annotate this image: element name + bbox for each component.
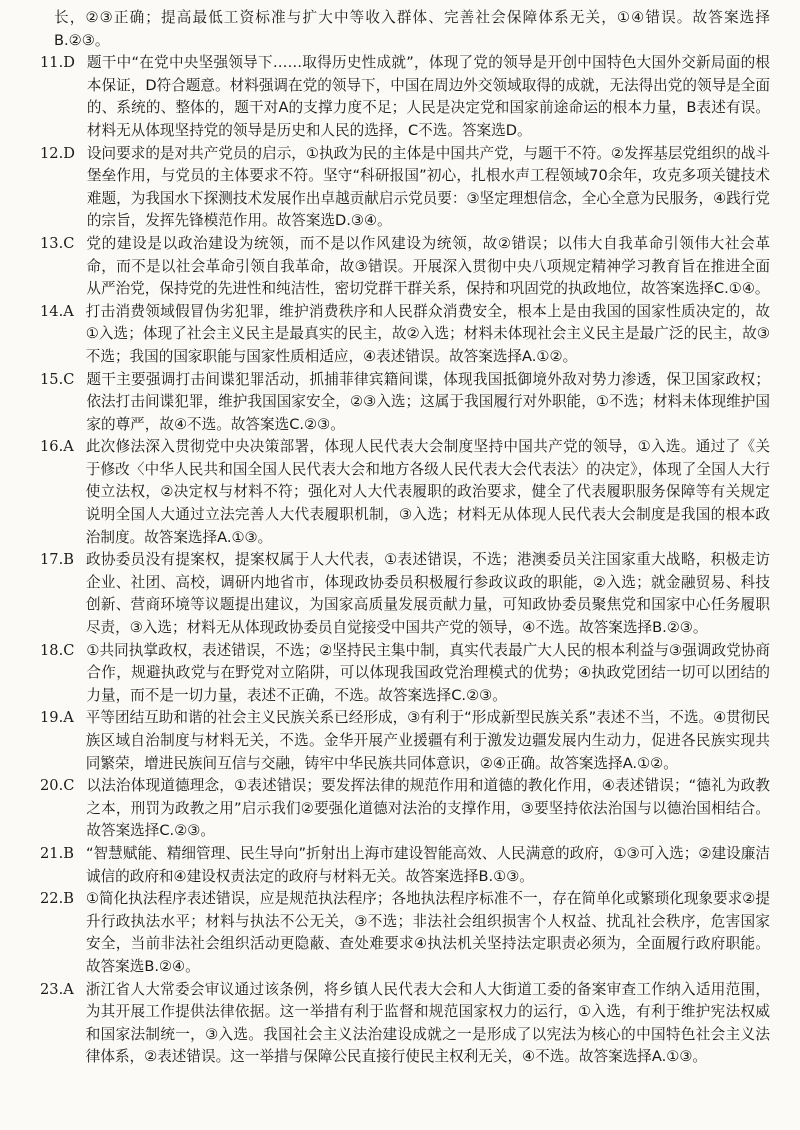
answer-item (40, 640, 770, 708)
answer-item (40, 301, 770, 369)
question-number: 18.C (40, 641, 75, 659)
answer-item (40, 143, 770, 233)
answer-item (40, 707, 770, 775)
question-number: 21.B (40, 844, 74, 862)
explanation-text: 设问要求的是对共产党员的启示，①执政为民的主体是中国共产党，与题干不符。②发挥基层党组织的战斗堡垒作用，与党员的主体要求不符。坚守“科研报国”初心，扎根水声工程领域70余年，攻克多项关键技术难题，为我国水下探测技术发展作出卓越贡献启示党员要：③坚定理想信念，全心全意为民服务，④践行党的宗旨，发挥先锋模范作用。故答案选D.③④。 (86, 144, 770, 230)
question-number: 20.C (40, 777, 75, 795)
explanation-text: 打击消费领域假冒伪劣犯罪，维护消费秩序和人民群众消费安全，根本上是由我国的国家性质决定的，故①入选；体现了社会主义民主是最真实的民主，故②入选；材料未体现社会主义民主是最广泛的民主，故③不选；我国的国家职能与国家性质相适应，④表述错误。故答案选择A.①②。 (85, 302, 770, 365)
question-number: 17.B (40, 551, 74, 569)
explanation-text: 题干主要强调打击间谍犯罪活动，抓捕菲律宾籍间谍，体现我国抵御境外敌对势力渗透，保卫国家政权；依法打击间谍犯罪，维护我国国家安全，②③入选；这属于我国履行对外职能，①不选；材料未体现维护国家的尊严，故④不选。故答案选C.②③。 (86, 370, 770, 433)
answer-item (40, 843, 770, 888)
answer-list (40, 52, 770, 1069)
answer-item (40, 775, 770, 843)
explanation-text: ①简化执法程序表述错误，应是规范执法程序；各地执法程序标准不一，存在简单化或繁琐化现象要求②提升行政执法水平；材料与执法不公无关，③不选；非法社会组织损害个人权益、扰乱社会秩序，危害国家安全，当前非法社会组织活动更隐蔽、查处难要求④执法机关坚持法定职责必须为，全面履行政府职能。故答案选B.②④。 (85, 890, 770, 975)
answer-item (40, 233, 770, 301)
question-number: 12.D (40, 144, 75, 162)
question-number: 13.C (40, 234, 75, 252)
question-number: 19.A (40, 709, 74, 727)
carryover-paragraph: 长，②③正确；提高最低工资标准与扩大中等收入群体、完善社会保障体系无关，①④错误。故答案选择B.②③。 (54, 9, 770, 49)
question-number: 14.A (40, 302, 74, 320)
answer-item (40, 52, 770, 142)
explanation-text: 以法治体现道德理念，①表述错误；要发挥法律的规范作用和道德的教化作用，④表述错误；“德礼为政教之本，刑罚为政教之用”启示我们②要强化道德对法治的支撑作用，③要坚持依法治国与以德治国相结合。故答案选择C.②③。 (86, 777, 770, 840)
explanation-text: 党的建设是以政治建设为统领，而不是以作风建设为统领，故②错误；以伟大自我革命引领伟大社会革命，而不是以社会革命引领自我革命，故③错误。开展深入贯彻中央八项规定精神学习教育旨在推进全面从严治党，保持党的先进性和纯洁性，密切党群干群关系，保持和巩固党的执政地位，故答案选择C.①④。 (86, 234, 770, 298)
explanation-text: ①共同执掌政权，表述错误，不选；②坚持民主集中制，真实代表最广大人民的根本利益与③强调政党协商合作，规避执政党与在野党对立陷阱，可以体现我国政党治理模式的优势；④执政党团结一切可以团结的力量，而不是一切力量，表述不正确，不选。故答案选择C.②③。 (86, 641, 770, 704)
explanation-text: 浙江省人大常委会审议通过该条例，将乡镇人民代表大会和人大街道工委的备案审查工作纳入适用范围，为其开展工作提供法律依据。这一举措有利于监督和规范国家权力的运行，①入选，有利于维护宪法权威和国家法制统一，③入选。我国社会主义法治建设成就之一是形成了以宪法为核心的中国特色社会主义法律体系，②表述错误。这一举措与保障公民直接行使民主权利无关，④不选。故答案选择A.①③。 (85, 980, 770, 1066)
explanation-text: 政协委员没有提案权，提案权属于人大代表，①表述错误，不选；港澳委员关注国家重大战略，积极走访企业、社团、高校，调研内地省市，体现政协委员积极履行参政议政的职能，②入选；就金融贸易、科技创新、营商环境等议题提出建议，为国家高质量发展贡献力量，可知政协委员聚焦党和国家中心任务履职尽责，③入选；材料无从体现政协委员自觉接受中国共产党的领导，④不选。故答案选择B.②③。 (85, 551, 770, 637)
explanation-text: 题干中“在党中央坚强领导下……取得历史性成就”，体现了党的领导是开创中国特色大国外交新局面的根本保证，D符合题意。材料强调在党的领导下，中国在周边外交领域取得的成就，无法得出党的领导是全面的、系统的、整体的，题干对A的支撑力度不足；人民是决定党和国家前途命运的根本力量，B表述有误。材料无从体现坚持党的领导是历史和人民的选择，C不选。答案选D。 (86, 54, 770, 139)
answer-item (40, 888, 770, 978)
question-number: 11.D (40, 54, 75, 72)
explanation-text: 平等团结互助和谐的社会主义民族关系已经形成，③有利于“形成新型民族关系”表述不当，不选。④贯彻民族区域自治制度与材料无关，不选。金华开展产业援疆有利于激发边疆发展内生动力，促进各民族实现共同繁荣，增进民族间互信与交融，铸牢中华民族共同体意识，②④正确。故答案选择A.①②。 (85, 709, 770, 772)
answer-item (40, 549, 770, 639)
question-number: 16.A (40, 438, 74, 456)
explanation-text: “智慧赋能、精细管理、民生导向”折射出上海市建设智能高效、人民满意的政府，①③可入选；②建设廉洁诚信的政府和④建设权责法定的政府与材料无关。故答案选择B.①③。 (85, 844, 770, 885)
answer-item (40, 369, 770, 437)
question-number: 15.C (40, 370, 75, 388)
question-number: 22.B (40, 890, 74, 908)
explanation-text: 此次修法深入贯彻党中央决策部署，体现人民代表大会制度坚持中国共产党的领导，①入选。通过了《关于修改〈中华人民共和国全国人民代表大会和地方各级人民代表大会代表法〉的决定》，体现了全国人大行使立法权，②决定权与材料不符；强化对人大代表履职的政治要求，健全了代表履职服务保障等有关规定说明全国人大通过立法完善人大代表履职机制，③入选；材料无从体现人民代表大会制度是我国的根本政治制度。故答案选择A.①③。 (85, 438, 770, 546)
answer-item (40, 979, 770, 1069)
answer-item (40, 436, 770, 549)
question-number: 23.A (40, 980, 74, 998)
